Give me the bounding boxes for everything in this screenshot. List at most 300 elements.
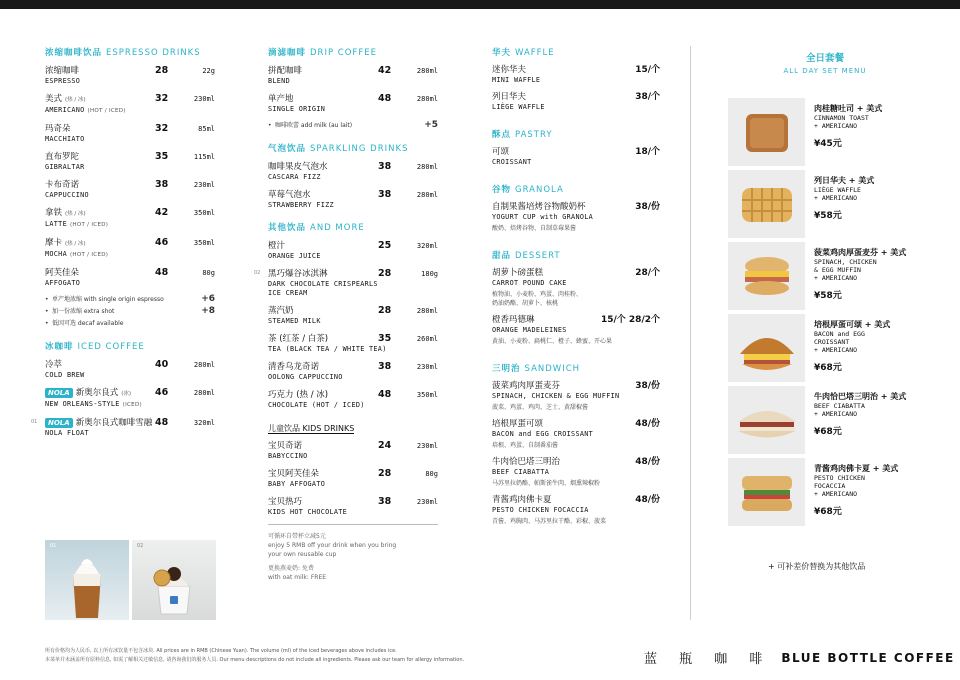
item-name-en	[45, 250, 215, 260]
item-volume: 115ml	[193, 153, 215, 161]
item-volume: 320ml	[193, 419, 215, 427]
set-photo	[728, 314, 805, 382]
item-row	[268, 389, 438, 401]
food-item	[492, 147, 660, 167]
item-row	[492, 202, 660, 213]
section-title-sparkling: 气泡饮品 SPARKLING DRINKS	[268, 144, 409, 154]
item-price: 15/个	[635, 65, 660, 75]
item-name-cn: 列日华夫	[492, 92, 527, 102]
item-name-cn: 巧克力 (热 / 冰)	[268, 390, 329, 400]
menu-item	[45, 359, 215, 380]
item-price: 48/份	[635, 495, 660, 505]
espresso-note	[45, 295, 215, 304]
item-name-cn: 清香乌龙奇诺	[268, 362, 320, 372]
set-info	[814, 104, 924, 149]
item-row	[492, 268, 660, 279]
section-title-waffle: 华夫 WAFFLE	[492, 48, 555, 58]
item-name-en	[45, 279, 215, 288]
item-name-cn: 冷萃	[45, 360, 63, 370]
item-name-en	[268, 252, 438, 261]
item-name-en	[45, 220, 215, 230]
menu-column-2	[254, 46, 438, 587]
item-name-cn: 美式	[45, 94, 63, 104]
set-photo	[728, 242, 805, 310]
menu-item	[31, 417, 215, 438]
item-name	[268, 269, 378, 280]
set-name-en-2: CROISSANT	[814, 338, 850, 346]
item-name-en: YOGURT CUP with GRANOLA	[492, 213, 594, 221]
section-title-dessert: 甜品 DESSERT	[492, 251, 561, 261]
item-name-en: BACON and EGG CROISSANT	[492, 430, 594, 438]
menu-item	[268, 361, 438, 382]
set-photo	[728, 170, 805, 238]
item-name-en-text: SINGLE ORIGIN	[268, 105, 326, 113]
item-row	[268, 468, 438, 480]
item-name-cn: 菠菜鸡肉厚蛋麦芬	[492, 381, 561, 391]
item-volume: 350ml	[416, 391, 438, 399]
item-name	[45, 418, 155, 429]
item-row	[45, 417, 215, 429]
item-row	[492, 147, 660, 158]
item-row	[268, 65, 438, 77]
menu-item	[254, 268, 438, 298]
sandwich-list	[492, 381, 660, 526]
item-name-en-text: GIBRALTAR	[45, 163, 85, 171]
set-name-cn: 青酱鸡肉佛卡夏 + 美式	[814, 464, 899, 473]
menu-item	[268, 65, 438, 86]
item-ingredients-line1: 黄油、小麦粉、扁桃仁、橙子、蜂蜜、开心果	[492, 338, 613, 345]
item-volume: 22g	[202, 67, 215, 75]
photo-baby-affogato: 02	[132, 540, 216, 620]
menu-item	[268, 496, 438, 517]
item-name	[268, 469, 378, 480]
set-menu-item	[728, 458, 918, 526]
item-name-en	[45, 135, 215, 144]
item-name-cn: 直布罗陀	[45, 152, 80, 162]
item-name	[268, 66, 378, 77]
set-name-en-1: BACON and EGG	[814, 330, 865, 338]
set-price: ¥68元	[814, 427, 842, 437]
drip-list	[268, 65, 438, 114]
item-row	[45, 387, 215, 400]
item-price: 28	[378, 268, 392, 279]
item-name-en-text: LATTE	[45, 220, 67, 228]
item-name	[268, 497, 378, 508]
item-name-en	[268, 317, 438, 326]
item-name-cn: 茶 (红茶 / 白茶)	[268, 334, 329, 344]
item-name	[268, 306, 378, 317]
note-price: +8	[201, 306, 215, 316]
item-name-en	[45, 163, 215, 172]
item-row	[45, 237, 215, 250]
column-divider	[690, 46, 691, 620]
item-price: 48/份	[635, 419, 660, 429]
set-substitution-note: + 可补差价替换为其他饮品	[768, 562, 866, 571]
waffle-list	[492, 65, 660, 112]
item-name-en	[268, 401, 438, 410]
item-row	[45, 93, 215, 106]
item-name-cn: 自制果酱培烤谷物酸奶杯	[492, 202, 586, 212]
food-item	[492, 92, 660, 112]
note-text: 加一份浓缩 extra shot	[52, 308, 115, 315]
item-ingredients	[492, 517, 660, 526]
item-tag-en: (ICED)	[122, 402, 142, 408]
item-row	[45, 359, 215, 371]
item-row	[492, 315, 660, 326]
menu-item	[268, 93, 438, 114]
nola-float-illustration	[45, 540, 129, 620]
set-name-cn: 肉桂糖吐司 + 美式	[814, 104, 883, 113]
item-name	[268, 362, 378, 373]
menu-item	[45, 93, 215, 116]
item-price: 48	[378, 389, 392, 400]
set-food-illustration	[728, 170, 805, 238]
item-volume: 280ml	[416, 67, 438, 75]
item-name-cn: 卡布奇诺	[45, 180, 80, 190]
set-name-en-1: PESTO CHICKEN	[814, 474, 865, 482]
item-volume: 280ml	[193, 389, 215, 397]
item-name-en: CROISSANT	[492, 158, 532, 166]
item-price: 35	[378, 333, 392, 344]
menu-column-1	[31, 46, 215, 445]
set-name-en-1: LIÈGE WAFFLE	[814, 186, 861, 194]
menu-item	[268, 389, 438, 410]
section-title-sandwich: 三明治 SANDWICH	[492, 364, 581, 374]
item-price: 28/个	[635, 268, 660, 278]
item-name-en: ORANGE MADELEINES	[492, 326, 567, 334]
set-price: ¥45元	[814, 139, 842, 149]
item-name-en: CARROT POUND CAKE	[492, 279, 567, 287]
set-name-en-2: FOCACCIA	[814, 482, 846, 490]
food-item	[492, 495, 660, 526]
granola-list	[492, 202, 660, 233]
set-name-cn: 培根厚蛋可颂 + 美式	[814, 320, 891, 329]
drip-note: • 咖啡欧蕾 add milk (au lait) +5	[268, 120, 438, 130]
item-name-en: BEEF CIABATTA	[492, 468, 550, 476]
item-row	[268, 440, 438, 452]
photo-nola-float: 01	[45, 540, 129, 620]
item-volume: 180g	[421, 270, 438, 278]
item-name-cn: 摩卡	[45, 238, 63, 248]
item-name-en-text: TEA (BLACK TEA / WHITE TEA)	[268, 345, 387, 353]
item-name-cn: 橙香玛德琳	[492, 315, 535, 325]
top-bar	[0, 0, 960, 9]
espresso-notes	[45, 295, 215, 328]
set-menu-item	[728, 242, 918, 310]
menu-item	[268, 333, 438, 354]
item-ingredients-line1: 马苏里拉奶酪、帕斯雀牛肉、烟熏辣椒粉	[492, 480, 601, 487]
food-item	[492, 65, 660, 85]
item-name-en	[268, 373, 438, 382]
item-volume: 280ml	[416, 95, 438, 103]
menu-item	[268, 305, 438, 326]
item-row	[268, 161, 438, 173]
item-price: 48	[155, 417, 169, 428]
set-name-en-2: + AMERICANO	[814, 122, 858, 130]
set-menu-title: 全日套餐 ALL DAY SET MENU	[783, 53, 867, 75]
item-name-en	[268, 280, 438, 289]
set-menu-item	[728, 314, 918, 382]
item-name	[268, 241, 378, 252]
set-name-cn: 列日华夫 + 美式	[814, 176, 875, 185]
set-name-en-1: BEEF CIABATTA	[814, 402, 865, 410]
set-info	[814, 464, 924, 517]
item-name-en-text: DARK CHOCOLATE CRISPEARLS	[268, 280, 378, 288]
item-name-cn: 拼配咖啡	[268, 66, 303, 76]
nola-badge: NOLA	[45, 418, 73, 428]
item-tag: (冰)	[121, 391, 131, 397]
other-list	[254, 240, 438, 410]
item-name-en	[45, 191, 215, 200]
item-row	[492, 65, 660, 76]
item-row	[492, 419, 660, 430]
item-ingredients-line1: 植物油、小麦粉、鸡蛋、肉桂粉、	[492, 291, 583, 298]
item-price: 32	[155, 93, 169, 104]
item-price: 32	[155, 123, 169, 134]
pastry-list	[492, 147, 660, 167]
baby-affogato-illustration	[132, 540, 216, 620]
set-name-cn: 牛肉恰巴塔三明治 + 美式	[814, 392, 907, 401]
iced-list	[31, 359, 215, 438]
item-price: 25	[378, 240, 392, 251]
item-volume: 280ml	[193, 361, 215, 369]
item-row	[45, 123, 215, 135]
set-photo	[728, 386, 805, 454]
set-food-illustration	[728, 314, 805, 382]
item-name-en	[268, 452, 438, 461]
item-price: 38/份	[635, 381, 660, 391]
item-name-cn: 培根厚蛋可颂	[492, 419, 544, 429]
item-price: 38/份	[635, 202, 660, 212]
set-name-en-1: SPINACH, CHICKEN	[814, 258, 877, 266]
item-ingredients-line1: 青酱、鸡胸肉、马苏里拉干酪、彩椒、菠菜	[492, 518, 607, 525]
item-name-cn: 单产地	[268, 94, 294, 104]
item-ingredients-line1: 酸奶、焙烤谷物、自制草莓果酱	[492, 225, 577, 232]
menu-item	[268, 161, 438, 182]
food-item	[492, 381, 660, 412]
item-row	[45, 151, 215, 163]
item-name-cn: 蒸汽奶	[268, 306, 294, 316]
item-volume: 350ml	[193, 209, 215, 217]
item-name	[268, 190, 378, 201]
item-name-en	[268, 345, 438, 354]
food-item	[492, 202, 660, 233]
item-name-en-text: OOLONG CAPPUCCINO	[268, 373, 343, 381]
menu-item	[268, 468, 438, 489]
item-row	[268, 496, 438, 508]
item-name-en-text: NOLA FLOAT	[45, 429, 89, 437]
item-volume: 230ml	[416, 442, 438, 450]
item-name-en	[268, 508, 438, 517]
item-name-en: SPINACH, CHICKEN & EGG MUFFIN	[492, 392, 620, 400]
item-name-en: PESTO CHICKEN FOCACCIA	[492, 506, 589, 514]
brand-logo: 蓝 瓶 咖 啡 BLUE BOTTLE COFFEE	[644, 650, 955, 667]
item-name-cn: 橙汁	[268, 241, 286, 251]
bullet-icon: •	[45, 296, 49, 303]
item-name-cn: 胡萝卜磅蛋糕	[492, 268, 544, 278]
set-price: ¥68元	[814, 363, 842, 373]
menu-item	[45, 267, 215, 288]
set-name-en-3: + AMERICANO	[814, 346, 858, 354]
section-title-iced: 冰咖啡 ICED COFFEE	[45, 342, 145, 352]
item-name-en-text: STRAWBERRY FIZZ	[268, 201, 334, 209]
item-name-cn: 咖啡果皮气泡水	[268, 162, 328, 172]
item-price: 42	[155, 207, 169, 218]
item-price: 40	[155, 359, 169, 370]
set-info	[814, 320, 924, 373]
item-ingredients	[492, 441, 660, 450]
item-volume: 230ml	[193, 181, 215, 189]
item-name-en	[268, 173, 438, 182]
item-price: 38	[378, 161, 392, 172]
item-volume: 230ml	[193, 95, 215, 103]
item-price: 38	[155, 179, 169, 190]
item-name-en	[45, 400, 215, 410]
espresso-note	[45, 319, 215, 328]
food-item	[492, 457, 660, 488]
item-row	[492, 381, 660, 392]
set-name-en-2: + AMERICANO	[814, 410, 858, 418]
item-name	[45, 94, 155, 106]
item-price: 46	[155, 387, 169, 398]
item-name-en-text: BABY AFFOGATO	[268, 480, 326, 488]
item-row	[268, 305, 438, 317]
set-name-en-3: + AMERICANO	[814, 490, 858, 498]
item-index-number: 01	[31, 419, 38, 425]
item-name-en-text: KIDS HOT CHOCOLATE	[268, 508, 348, 516]
item-price: 15/个 28/2个	[600, 315, 660, 325]
item-name-cn: 新奥尔良式	[75, 388, 119, 398]
item-name	[45, 238, 155, 250]
item-name	[45, 66, 155, 77]
item-volume: 230ml	[416, 363, 438, 371]
item-row	[492, 495, 660, 506]
item-name	[45, 152, 155, 163]
item-row	[45, 267, 215, 279]
item-ingredients	[492, 337, 660, 346]
espresso-note	[45, 307, 215, 316]
menu-item	[45, 237, 215, 260]
set-menu-item	[728, 98, 918, 166]
item-ingredients	[492, 224, 660, 233]
item-name-cn: 阿芙佳朵	[45, 268, 80, 278]
item-name-en	[268, 201, 438, 210]
item-volume: 80g	[202, 269, 215, 277]
item-name	[45, 360, 155, 371]
item-name	[268, 94, 378, 105]
item-name-en-text: AMERICANO	[45, 106, 85, 114]
item-name	[45, 388, 155, 400]
set-food-illustration	[728, 458, 805, 526]
bullet-icon: •	[45, 320, 49, 327]
item-name-cn: 黑巧爆谷冰淇淋	[268, 269, 328, 279]
espresso-list	[45, 65, 215, 288]
item-price: 38	[378, 361, 392, 372]
menu-column-3	[492, 46, 660, 533]
item-name-cn: 可颂	[492, 147, 510, 157]
item-name-cn: 玛奇朵	[45, 124, 71, 134]
item-ingredients	[492, 290, 660, 308]
item-name-en	[268, 77, 438, 86]
item-price: 42	[378, 65, 392, 76]
item-name-cn: 浓缩咖啡	[45, 66, 80, 76]
item-name-cn: 青酱鸡肉佛卡夏	[492, 495, 552, 505]
set-info	[814, 176, 924, 221]
section-title-kids: 儿童饮品 KIDS DRINKS	[268, 424, 355, 433]
item-name-en	[45, 429, 215, 438]
menu-item	[45, 207, 215, 230]
item-ingredients-line2: 奶油奶酪、胡萝卜、核桃	[492, 300, 559, 307]
item-ingredients-line1: 菠菜、鸡蛋、鸡肉、芝士、黄甜椒酱	[492, 404, 589, 411]
sparkling-list	[268, 161, 438, 210]
set-food-illustration	[728, 242, 805, 310]
item-name-cn: 宝贝奇诺	[268, 441, 303, 451]
item-name-en-line2: ICE CREAM	[268, 289, 308, 297]
item-tag: (热 / 冰)	[65, 97, 86, 103]
item-tag-en: (HOT / ICED)	[87, 108, 126, 114]
item-name	[268, 441, 378, 452]
item-volume: 280ml	[416, 163, 438, 171]
menu-item	[45, 65, 215, 86]
item-name-en-text: COLD BREW	[45, 371, 85, 379]
item-row	[492, 457, 660, 468]
set-photo	[728, 458, 805, 526]
item-price: 28	[378, 468, 392, 479]
item-row	[45, 65, 215, 77]
item-price: 38/个	[635, 92, 660, 102]
item-tag: (热 / 冰)	[65, 211, 86, 217]
set-price: ¥58元	[814, 211, 842, 221]
item-ingredients-line1: 培根、鸡蛋、自制番茄酱	[492, 442, 559, 449]
set-price: ¥58元	[814, 291, 842, 301]
menu-item	[45, 387, 215, 410]
item-price: 48	[155, 267, 169, 278]
set-food-illustration	[728, 98, 805, 166]
item-tag: (热 / 冰)	[65, 241, 86, 247]
nola-badge: NOLA	[45, 388, 73, 398]
set-food-illustration	[728, 386, 805, 454]
menu-item	[45, 179, 215, 200]
item-row	[268, 333, 438, 345]
item-price: 48	[378, 93, 392, 104]
item-price: 18/个	[635, 147, 660, 157]
set-name-cn: 菠菜鸡肉厚蛋麦芬 + 美式	[814, 248, 907, 257]
item-volume: 320ml	[416, 242, 438, 250]
item-volume: 230ml	[416, 498, 438, 506]
section-title-granola: 谷物 GRANOLA	[492, 185, 564, 195]
item-name-cn: 牛肉恰巴塔三明治	[492, 457, 561, 467]
item-row	[268, 361, 438, 373]
item-name-cn: 拿铁	[45, 208, 63, 218]
item-name-en-text: AFFOGATO	[45, 279, 81, 287]
item-price: 46	[155, 237, 169, 248]
item-name	[268, 162, 378, 173]
item-name-en-text: BLEND	[268, 77, 290, 85]
item-volume: 280ml	[416, 191, 438, 199]
menu-item	[45, 123, 215, 144]
item-name-en	[45, 77, 215, 86]
set-name-en-3: + AMERICANO	[814, 274, 858, 282]
item-name-cn: 宝贝阿芙佳朵	[268, 469, 320, 479]
item-name-en-text: NEW ORLEANS-STYLE	[45, 400, 120, 408]
kids-list	[268, 440, 438, 517]
set-name-en-2: & EGG MUFFIN	[814, 266, 861, 274]
item-name	[45, 124, 155, 135]
note-text: 低因可选 decaf available	[52, 320, 124, 327]
item-row	[268, 93, 438, 105]
item-price: 28	[378, 305, 392, 316]
item-name-en-text: CAPPUCCINO	[45, 191, 89, 199]
